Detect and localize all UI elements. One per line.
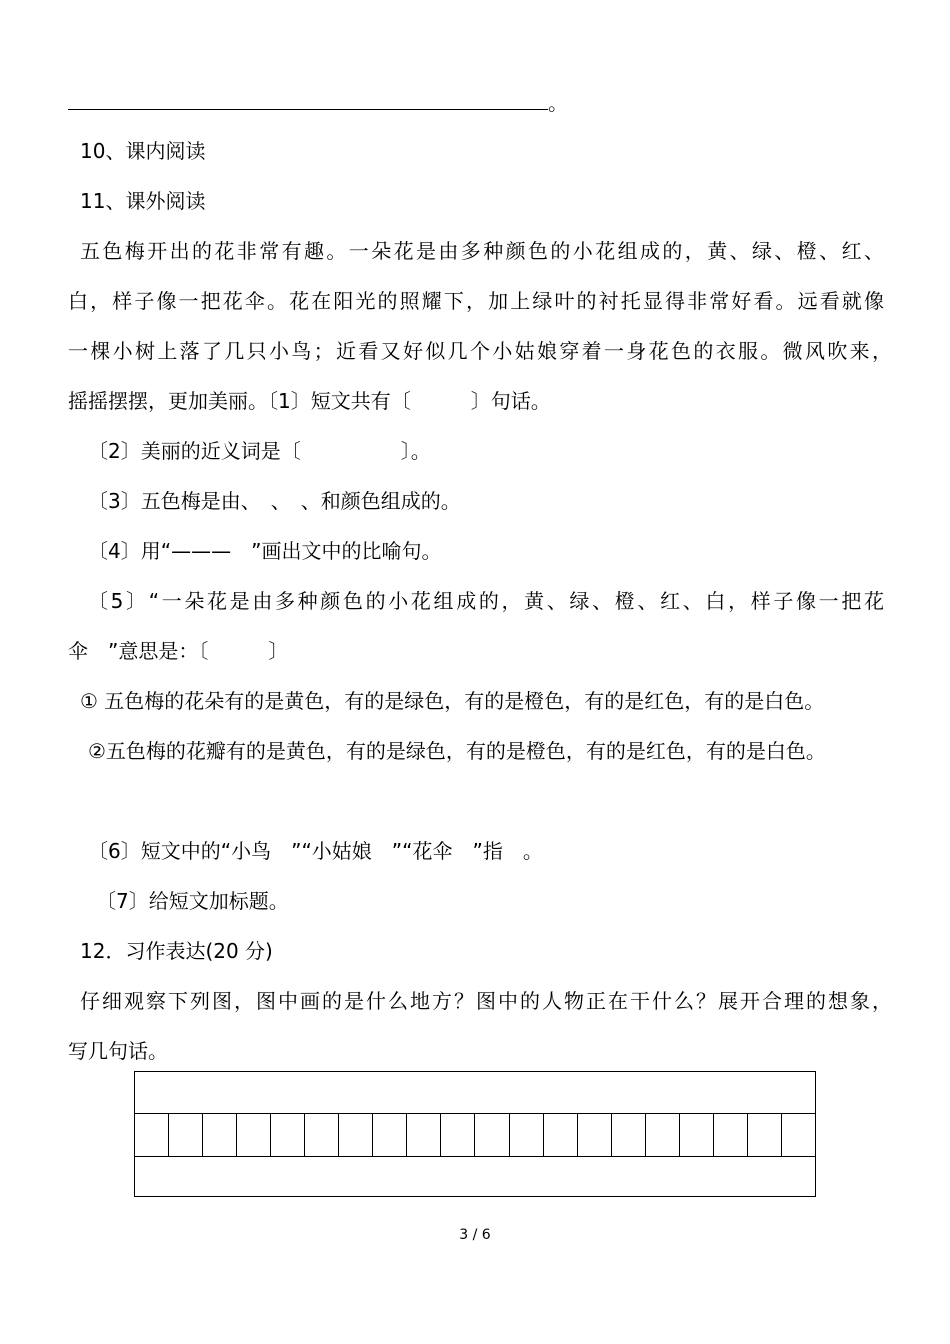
writing-grid-cell[interactable] bbox=[748, 1113, 782, 1156]
writing-grid-cell[interactable] bbox=[203, 1113, 237, 1156]
writing-grid-cell[interactable] bbox=[544, 1113, 578, 1156]
question-12-prompt-line-1: 仔细观察下列图，图中画的是什么地方？图中的人物正在干什么？展开合理的想象， bbox=[80, 989, 892, 1013]
passage-line-3: 一棵小树上落了几只小鸟；近看又好似几个小姑娘穿着一身花色的衣服。微风吹来， bbox=[68, 339, 892, 363]
writing-grid-cell[interactable] bbox=[407, 1113, 441, 1156]
writing-grid-cell[interactable] bbox=[782, 1113, 815, 1156]
sub-question-5-line-1: 〔5〕“一朵花是由多种颜色的小花组成的，黄、绿、橙、红、白，样子像一把花 bbox=[88, 589, 884, 613]
answer-line-end-mark: 。 bbox=[548, 91, 568, 115]
writing-grid-cell[interactable] bbox=[271, 1113, 305, 1156]
writing-grid-cell[interactable] bbox=[612, 1113, 646, 1156]
writing-grid-cell[interactable] bbox=[373, 1113, 407, 1156]
sub-question-2: 〔2〕美丽的近义词是〔 〕。 bbox=[88, 439, 431, 463]
writing-grid-cell[interactable] bbox=[475, 1113, 509, 1156]
writing-grid-cell[interactable] bbox=[339, 1113, 373, 1156]
passage-line-2: 白，样子像一把花伞。花在阳光的照耀下，加上绿叶的衬托显得非常好看。远看就像 bbox=[68, 289, 884, 313]
writing-grid-cell[interactable] bbox=[237, 1113, 271, 1156]
writing-grid-cell[interactable] bbox=[680, 1113, 714, 1156]
sub-question-6: 〔6〕短文中的“小鸟 ”“小姑娘 ”“花伞 ”指 。 bbox=[88, 839, 543, 863]
question-10-heading: 10、课内阅读 bbox=[80, 139, 206, 163]
writing-grid-cells bbox=[135, 1113, 815, 1156]
writing-grid-cell[interactable] bbox=[441, 1113, 475, 1156]
writing-grid-cell[interactable] bbox=[714, 1113, 748, 1156]
writing-grid-cell[interactable] bbox=[578, 1113, 612, 1156]
question-11-heading: 11、课外阅读 bbox=[80, 189, 206, 213]
question-12-heading: 12．习作表达(20 分) bbox=[80, 939, 273, 963]
option-2: ②五色梅的花瓣有的是黄色，有的是绿色，有的是橙色，有的是红色，有的是白色。 bbox=[88, 739, 826, 763]
writing-grid-cell[interactable] bbox=[646, 1113, 680, 1156]
writing-grid-cell[interactable] bbox=[169, 1113, 203, 1156]
passage-line-1: 五色梅开出的花非常有趣。一朵花是由多种颜色的小花组成的，黄、绿、橙、红、 bbox=[80, 239, 884, 263]
writing-grid[interactable] bbox=[134, 1071, 816, 1197]
writing-grid-cell[interactable] bbox=[510, 1113, 544, 1156]
page-number: 3 / 6 bbox=[459, 1227, 491, 1243]
writing-grid-cell[interactable] bbox=[305, 1113, 339, 1156]
sub-question-4: 〔4〕用“——— ”画出文中的比喻句。 bbox=[88, 539, 442, 563]
sub-question-7: 〔7〕给短文加标题。 bbox=[96, 889, 289, 913]
answer-blank-line bbox=[68, 109, 548, 110]
writing-grid-cell[interactable] bbox=[135, 1113, 169, 1156]
option-1: ① 五色梅的花朵有的是黄色，有的是绿色，有的是橙色，有的是红色，有的是白色。 bbox=[80, 689, 825, 713]
passage-line-4: 摇摇摆摆，更加美丽。〔1〕短文共有〔 〕句话。 bbox=[68, 389, 551, 413]
writing-grid-line bbox=[135, 1156, 815, 1157]
question-12-prompt-line-2: 写几句话。 bbox=[68, 1039, 168, 1063]
sub-question-3: 〔3〕五色梅是由、 、 、和颜色组成的。 bbox=[88, 489, 461, 513]
sub-question-5-line-2: 伞 ”意思是：〔 〕 bbox=[68, 639, 289, 663]
